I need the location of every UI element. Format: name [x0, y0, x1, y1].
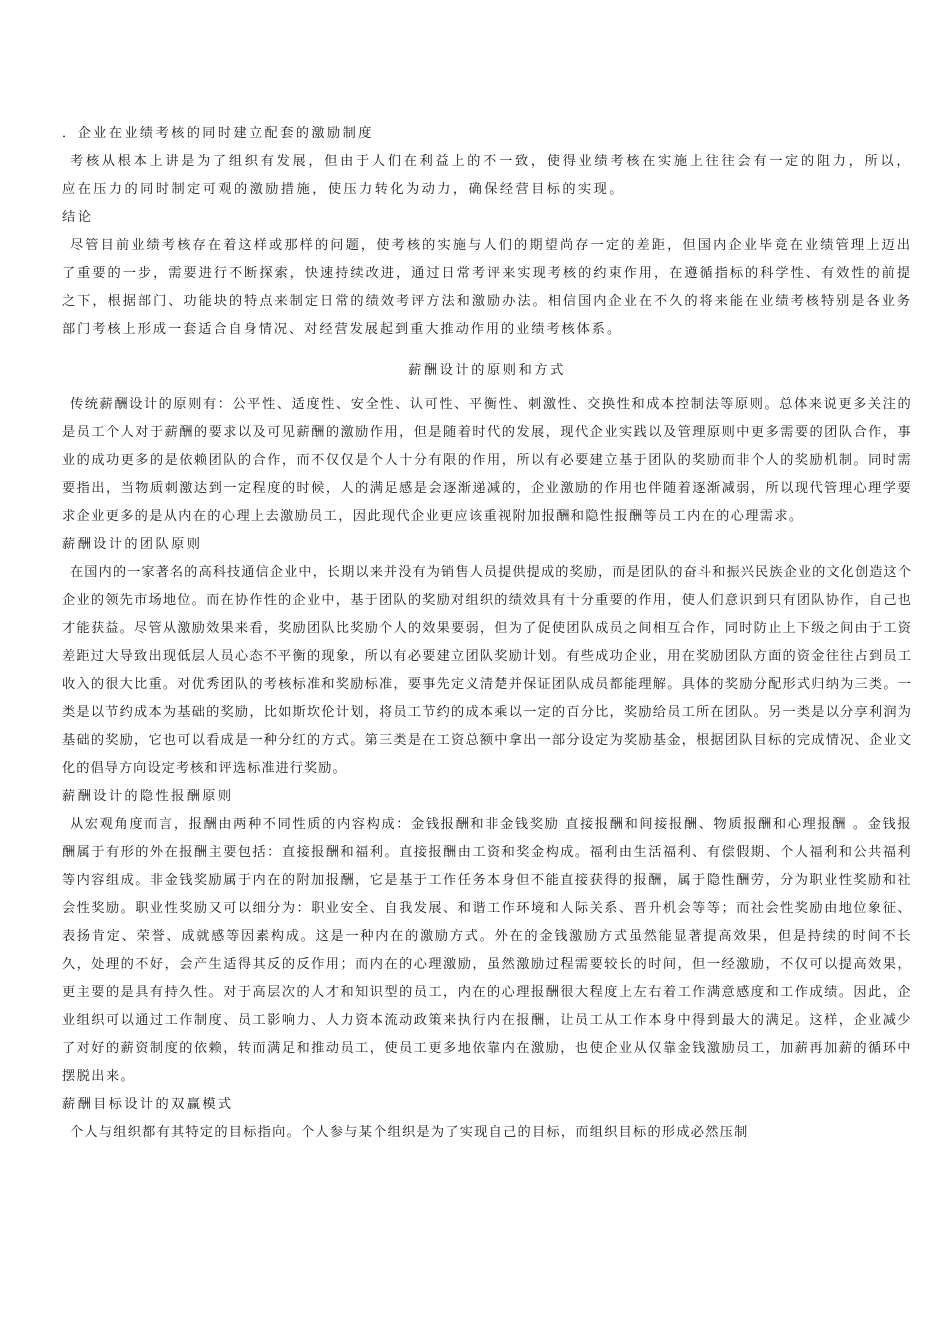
paragraph-team-principle: 在国内的一家著名的高科技通信企业中，长期以来并没有为销售人员提供提成的奖励，而是团队的奋斗和振兴民族企业的文化创造这个企业的领先市场地位。而在协作性的企业中，基于团队的奖励对组织的绩效具有十分重要的作用，使人们意识到只有团队协作，自己也才能获益。尽管从激励效果来看，奖励团队比奖励个人的效果要弱，但为了促使团队成员之间相互合作，同时防止上下级之间由于工资差距过大导致出现低层人员心态不平衡的现象，所以有必要建立团队奖励计划。有些成功企业，用在奖励团队方面的资金往往占到员工收入的很大比重。对优秀团队的考核标准和奖励标准，要事先定义清楚并保证团队成员都能理解。具体的奖励分配形式归纳为三类。一类是以节约成本为基础的奖励，比如斯坎伦计划，将员工节约的成本乘以一定的百分比，奖励给员工所在团队。另一类是以分享利润为基础的奖励，它也可以看成是一种分红的方式。第三类是在工资总额中拿出一部分设定为奖励基金，根据团队目标的完成情况、企业文化的倡导方向设定考核和评选标准进行奖励。	[62, 565, 912, 776]
paragraph-incentive: 考核从根本上讲是为了组织有发展，但由于人们在利益上的不一致，使得业绩考核在实施上往往会有一定的阻力，所以，应在压力的同时制定可观的激励措施，使压力转化为动力，确保经营目标的实现。	[62, 154, 912, 197]
section-heading-win-win: 薪酬目标设计的双赢模式	[62, 1097, 234, 1112]
paragraph-hidden-reward: 从宏观角度而言，报酬由两种不同性质的内容构成：金钱报酬和非金钱奖励 直接报酬和间接报酬、物质报酬和心理报酬 。金钱报酬属于有形的外在报酬主要包括：直接报酬和福利。直接报酬由工资和奖金构成。福利由生活福利、有偿假期、个人福利和公共福利等内容组成。非金钱奖励属于内在的附加报酬，它是基于工作任务本身但不能直接获得的报酬，属于隐性酬劳，分为职业性奖励和社会性奖励。职业性奖励又可以细分为：职业安全、自我发展、和谐工作环境和人际关系、晋升机会等等；而社会性奖励由地位象征、表扬肯定、荣誉、成就感等因素构成。这是一种内在的激励方式。外在的金钱激励方式虽然能显著提高效果，但是持续的时间不长久，处理的不好，会产生适得其反的反作用；而内在的心理激励，虽然激励过程需要较长的时间，但一经激励，不仅可以提高效果，更主要的是具有持久性。对于高层次的人才和知识型的员工，内在的心理报酬很大程度上左右着工作满意感度和工作成绩。因此，企业组织可以通过工作制度、员工影响力、人力资本流动政策来执行内在报酬，让员工从工作本身中得到最大的满足。这样，企业减少了对好的薪资制度的依赖，转而满足和推动员工，使员工更多地依靠内在激励，也使企业从仅靠金钱激励员工，加薪再加薪的循环中摆脱出来。	[62, 817, 912, 1084]
section-heading-hidden-reward: 薪酬设计的隐性报酬原则	[62, 789, 234, 804]
section-heading-team-principle: 薪酬设计的团队原则	[62, 537, 203, 552]
article-title: 薪酬设计的原则和方式	[408, 363, 566, 378]
text-column	[62, 120, 912, 1147]
paragraph-principles-intro: 传统薪酬设计的原则有：公平性、适度性、安全性、认可性、平衡性、刺激性、交换性和成本控制法等原则。总体来说更多关注的是员工个人对于薪酬的要求以及可见薪酬的激励作用，但是随着时代的发展，现代企业实践以及管理原则中更多需要的团队合作，事业的成功更多的是依赖团队的合作，而不仅仅是个人十分有限的作用，所以有必要建立基于团队的奖励而非个人的奖励机制。同时需要指出，当物质刺激达到一定程度的时候，人的满足感是会逐渐递减的，企业激励的作用也伴随着逐渐减弱，所以现代管理心理学要求企业更多的是从内在的心理上去激励员工，因此现代企业更应该重视附加报酬和隐性报酬等员工内在的心理需求。	[62, 397, 912, 524]
section-heading-incentive: ．企业在业绩考核的同时建立配套的激励制度	[62, 126, 374, 141]
paragraph-win-win: 个人与组织都有其特定的目标指向。个人参与某个组织是为了实现自己的目标，而组织目标的形成必然压制	[70, 1125, 749, 1140]
section-heading-conclusion: 结论	[62, 210, 94, 225]
paragraph-conclusion: 尽管目前业绩考核存在着这样或那样的问题，使考核的实施与人们的期望尚存一定的差距，但国内企业毕竟在业绩管理上迈出了重要的一步，需要进行不断探索，快速持续改进，通过日常考评来实现考核的约束作用，在遵循指标的科学性、有效性的前提之下，根据部门、功能块的特点来制定日常的绩效考评方法和激励办法。相信国内企业在不久的将来能在业绩考核特别是各业务部门考核上形成一套适合自身情况、对经营发展起到重大推动作用的业绩考核体系。	[62, 238, 912, 337]
